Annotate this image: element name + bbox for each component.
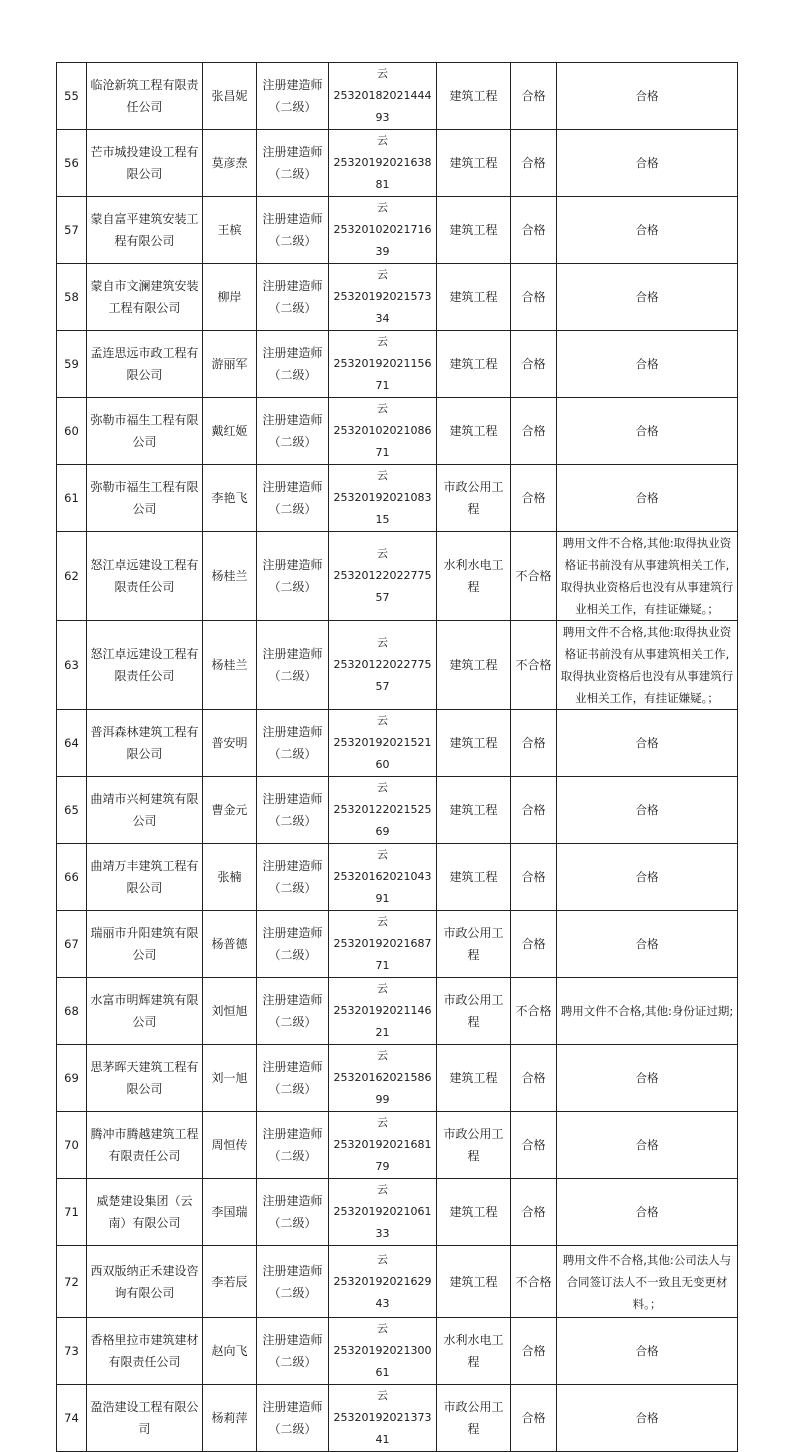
table-row xyxy=(57,331,738,398)
table-row xyxy=(57,398,738,465)
major: 建筑工程 xyxy=(437,130,511,197)
review-note: 聘用文件不合格,其他:取得执业资格证书前没有从事建筑相关工作,取得执业资格后也没有从事建筑行业相关工作，有挂证嫌疑。； xyxy=(557,532,738,621)
company-name: 蒙自富平建筑安装工程有限公司 xyxy=(87,197,203,264)
review-note: 合格 xyxy=(557,844,738,911)
person-name: 曹金元 xyxy=(203,777,257,844)
qualification: 注册建造师（二级） xyxy=(257,1318,329,1385)
major: 水利水电工程 xyxy=(437,1318,511,1385)
certificate-number xyxy=(329,710,437,777)
review-result: 不合格 xyxy=(511,978,557,1045)
table-row xyxy=(57,1246,738,1318)
company-name: 香格里拉市建筑建材有限责任公司 xyxy=(87,1318,203,1385)
certificate-prefix: 云 xyxy=(377,714,388,727)
review-result: 合格 xyxy=(511,710,557,777)
person-name: 普安明 xyxy=(203,710,257,777)
certificate-digits: 2532019202114621 xyxy=(333,1004,432,1039)
qualification: 注册建造师（二级） xyxy=(257,264,329,331)
qualification: 注册建造师（二级） xyxy=(257,532,329,621)
certificate-number xyxy=(329,331,437,398)
certificate-prefix: 云 xyxy=(377,1183,388,1196)
qualification: 注册建造师（二级） xyxy=(257,1045,329,1112)
certificate-number xyxy=(329,621,437,710)
review-result: 合格 xyxy=(511,1385,557,1452)
certificate-prefix: 云 xyxy=(377,335,388,348)
major: 建筑工程 xyxy=(437,331,511,398)
review-result: 合格 xyxy=(511,777,557,844)
person-name: 杨莉萍 xyxy=(203,1385,257,1452)
major: 建筑工程 xyxy=(437,844,511,911)
review-note: 合格 xyxy=(557,63,738,130)
review-result: 合格 xyxy=(511,331,557,398)
company-name: 腾冲市腾越建筑工程有限责任公司 xyxy=(87,1112,203,1179)
major: 市政公用工程 xyxy=(437,1112,511,1179)
review-note: 合格 xyxy=(557,331,738,398)
table-row xyxy=(57,844,738,911)
table-row xyxy=(57,1179,738,1246)
table-row xyxy=(57,777,738,844)
major: 建筑工程 xyxy=(437,264,511,331)
certificate-number xyxy=(329,1318,437,1385)
review-result: 合格 xyxy=(511,465,557,532)
company-name: 弥勒市福生工程有限公司 xyxy=(87,465,203,532)
certificate-digits: 2532012202277557 xyxy=(333,658,432,693)
review-note: 聘用文件不合格,其他:公司法人与合同签订法人不一致且无变更材料。； xyxy=(557,1246,738,1318)
table-row xyxy=(57,197,738,264)
row-number: 61 xyxy=(57,465,87,532)
review-note: 聘用文件不合格,其他:身份证过期; xyxy=(557,978,738,1045)
table-row xyxy=(57,1045,738,1112)
certificate-number xyxy=(329,777,437,844)
review-result: 合格 xyxy=(511,1112,557,1179)
row-number: 63 xyxy=(57,621,87,710)
qualification: 注册建造师（二级） xyxy=(257,621,329,710)
certificate-prefix: 云 xyxy=(377,469,388,482)
certificate-number xyxy=(329,978,437,1045)
review-result: 合格 xyxy=(511,398,557,465)
review-result: 合格 xyxy=(511,264,557,331)
certificate-prefix: 云 xyxy=(377,1116,388,1129)
certificate-number xyxy=(329,1246,437,1318)
review-result: 不合格 xyxy=(511,621,557,710)
qualification: 注册建造师（二级） xyxy=(257,978,329,1045)
certificate-number xyxy=(329,398,437,465)
table-row xyxy=(57,710,738,777)
company-name: 曲靖市兴柯建筑有限公司 xyxy=(87,777,203,844)
person-name: 戴红姬 xyxy=(203,398,257,465)
certificate-prefix: 云 xyxy=(377,1389,388,1402)
certificate-number xyxy=(329,264,437,331)
certificate-number xyxy=(329,197,437,264)
review-result: 合格 xyxy=(511,911,557,978)
review-note: 合格 xyxy=(557,1179,738,1246)
company-name: 西双版纳正禾建设咨询有限公司 xyxy=(87,1246,203,1318)
review-note: 合格 xyxy=(557,398,738,465)
table-row xyxy=(57,465,738,532)
company-name: 瑞丽市升阳建筑有限公司 xyxy=(87,911,203,978)
row-number: 57 xyxy=(57,197,87,264)
company-name: 怒江卓远建设工程有限责任公司 xyxy=(87,532,203,621)
table-body xyxy=(57,63,738,1452)
company-name: 普洱森林建筑工程有限公司 xyxy=(87,710,203,777)
certificate-digits: 2532010202108671 xyxy=(333,424,432,459)
certificate-number xyxy=(329,465,437,532)
company-name: 水富市明辉建筑有限公司 xyxy=(87,978,203,1045)
table-row xyxy=(57,978,738,1045)
certificate-digits: 2532018202144493 xyxy=(333,89,432,124)
certificate-prefix: 云 xyxy=(377,982,388,995)
review-note: 合格 xyxy=(557,911,738,978)
major: 建筑工程 xyxy=(437,398,511,465)
review-note: 合格 xyxy=(557,197,738,264)
company-name: 芒市城投建设工程有限公司 xyxy=(87,130,203,197)
certificate-digits: 2532019202130061 xyxy=(333,1344,432,1379)
company-name: 蒙自市文澜建筑安装工程有限公司 xyxy=(87,264,203,331)
certificate-number xyxy=(329,130,437,197)
certificate-prefix: 云 xyxy=(377,268,388,281)
row-number: 71 xyxy=(57,1179,87,1246)
person-name: 李国瑞 xyxy=(203,1179,257,1246)
qualification: 注册建造师（二级） xyxy=(257,130,329,197)
company-name: 怒江卓远建设工程有限责任公司 xyxy=(87,621,203,710)
review-note: 合格 xyxy=(557,1385,738,1452)
row-number: 72 xyxy=(57,1246,87,1318)
row-number: 58 xyxy=(57,264,87,331)
certificate-digits: 2532016202104391 xyxy=(333,870,432,905)
row-number: 67 xyxy=(57,911,87,978)
major: 建筑工程 xyxy=(437,777,511,844)
review-note: 合格 xyxy=(557,1045,738,1112)
certificate-prefix: 云 xyxy=(377,781,388,794)
certificate-digits: 2532019202162943 xyxy=(333,1274,432,1310)
company-name: 威楚建设集团（云南）有限公司 xyxy=(87,1179,203,1246)
review-result: 合格 xyxy=(511,130,557,197)
certificate-prefix: 云 xyxy=(377,915,388,928)
qualification: 注册建造师（二级） xyxy=(257,331,329,398)
row-number: 68 xyxy=(57,978,87,1045)
table-row xyxy=(57,264,738,331)
company-name: 弥勒市福生工程有限公司 xyxy=(87,398,203,465)
person-name: 李艳飞 xyxy=(203,465,257,532)
certificate-digits: 2532019202157334 xyxy=(333,290,432,325)
row-number: 73 xyxy=(57,1318,87,1385)
company-name: 临沧新筑工程有限责任公司 xyxy=(87,63,203,130)
review-note: 合格 xyxy=(557,130,738,197)
person-name: 杨桂兰 xyxy=(203,621,257,710)
review-note: 聘用文件不合格,其他:取得执业资格证书前没有从事建筑相关工作,取得执业资格后也没有从事建筑行业相关工作，有挂证嫌疑。； xyxy=(557,621,738,710)
certificate-prefix: 云 xyxy=(377,134,388,147)
company-name: 曲靖万丰建筑工程有限公司 xyxy=(87,844,203,911)
qualification-review-table xyxy=(56,62,738,1452)
certificate-prefix: 云 xyxy=(377,402,388,415)
review-note: 合格 xyxy=(557,465,738,532)
major: 市政公用工程 xyxy=(437,978,511,1045)
row-number: 56 xyxy=(57,130,87,197)
certificate-prefix: 云 xyxy=(377,67,388,80)
certificate-number xyxy=(329,1179,437,1246)
review-note: 合格 xyxy=(557,1318,738,1385)
certificate-digits: 2532019202168771 xyxy=(333,937,432,972)
certificate-digits: 2532019202163881 xyxy=(333,156,432,191)
row-number: 60 xyxy=(57,398,87,465)
review-result: 合格 xyxy=(511,197,557,264)
person-name: 刘恒旭 xyxy=(203,978,257,1045)
person-name: 赵向飞 xyxy=(203,1318,257,1385)
qualification: 注册建造师（二级） xyxy=(257,911,329,978)
certificate-number xyxy=(329,844,437,911)
review-note: 合格 xyxy=(557,1112,738,1179)
company-name: 孟连思远市政工程有限公司 xyxy=(87,331,203,398)
major: 市政公用工程 xyxy=(437,911,511,978)
row-number: 59 xyxy=(57,331,87,398)
review-result: 合格 xyxy=(511,1318,557,1385)
person-name: 李若辰 xyxy=(203,1246,257,1318)
qualification: 注册建造师（二级） xyxy=(257,844,329,911)
major: 建筑工程 xyxy=(437,197,511,264)
table-row xyxy=(57,130,738,197)
review-result: 合格 xyxy=(511,844,557,911)
certificate-number xyxy=(329,532,437,621)
major: 建筑工程 xyxy=(437,1045,511,1112)
person-name: 周恒传 xyxy=(203,1112,257,1179)
person-name: 莫彦焘 xyxy=(203,130,257,197)
person-name: 柳岸 xyxy=(203,264,257,331)
certificate-prefix: 云 xyxy=(377,1252,388,1266)
qualification: 注册建造师（二级） xyxy=(257,1246,329,1318)
certificate-prefix: 云 xyxy=(377,201,388,214)
company-name: 盈浩建设工程有限公司 xyxy=(87,1385,203,1452)
certificate-digits: 2532010202171639 xyxy=(333,223,432,258)
person-name: 杨桂兰 xyxy=(203,532,257,621)
qualification: 注册建造师（二级） xyxy=(257,197,329,264)
major: 建筑工程 xyxy=(437,621,511,710)
major: 市政公用工程 xyxy=(437,1385,511,1452)
major: 建筑工程 xyxy=(437,1179,511,1246)
certificate-number xyxy=(329,911,437,978)
qualification: 注册建造师（二级） xyxy=(257,465,329,532)
certificate-digits: 2532019202152160 xyxy=(333,736,432,771)
certificate-digits: 2532019202106133 xyxy=(333,1205,432,1240)
table-row xyxy=(57,1385,738,1452)
person-name: 杨普德 xyxy=(203,911,257,978)
review-result: 不合格 xyxy=(511,532,557,621)
review-result: 合格 xyxy=(511,63,557,130)
certificate-digits: 2532019202168179 xyxy=(333,1138,432,1173)
row-number: 66 xyxy=(57,844,87,911)
major: 建筑工程 xyxy=(437,63,511,130)
table-row xyxy=(57,621,738,710)
certificate-prefix: 云 xyxy=(377,547,388,560)
qualification: 注册建造师（二级） xyxy=(257,398,329,465)
person-name: 刘一旭 xyxy=(203,1045,257,1112)
qualification: 注册建造师（二级） xyxy=(257,777,329,844)
table-row xyxy=(57,63,738,130)
row-number: 64 xyxy=(57,710,87,777)
review-result: 合格 xyxy=(511,1179,557,1246)
qualification: 注册建造师（二级） xyxy=(257,710,329,777)
certificate-digits: 2532012202152569 xyxy=(333,803,432,838)
person-name: 游丽军 xyxy=(203,331,257,398)
certificate-prefix: 云 xyxy=(377,636,388,649)
review-result: 不合格 xyxy=(511,1246,557,1318)
certificate-number xyxy=(329,1045,437,1112)
row-number: 70 xyxy=(57,1112,87,1179)
person-name: 张楠 xyxy=(203,844,257,911)
certificate-digits: 2532019202115671 xyxy=(333,357,432,392)
certificate-digits: 2532019202108315 xyxy=(333,491,432,526)
table-row xyxy=(57,1318,738,1385)
certificate-digits: 2532016202158699 xyxy=(333,1071,432,1106)
table-row xyxy=(57,532,738,621)
certificate-digits: 2532019202137341 xyxy=(333,1411,432,1446)
person-name: 张昌妮 xyxy=(203,63,257,130)
row-number: 65 xyxy=(57,777,87,844)
certificate-number xyxy=(329,1385,437,1452)
certificate-number xyxy=(329,63,437,130)
company-name: 思茅晖天建筑工程有限公司 xyxy=(87,1045,203,1112)
qualification: 注册建造师（二级） xyxy=(257,63,329,130)
certificate-digits: 2532012202277557 xyxy=(333,569,432,604)
person-name: 王槟 xyxy=(203,197,257,264)
qualification: 注册建造师（二级） xyxy=(257,1385,329,1452)
major: 市政公用工程 xyxy=(437,465,511,532)
review-note: 合格 xyxy=(557,777,738,844)
major: 水利水电工程 xyxy=(437,532,511,621)
row-number: 69 xyxy=(57,1045,87,1112)
row-number: 62 xyxy=(57,532,87,621)
qualification: 注册建造师（二级） xyxy=(257,1112,329,1179)
review-note: 合格 xyxy=(557,710,738,777)
row-number: 55 xyxy=(57,63,87,130)
row-number: 74 xyxy=(57,1385,87,1452)
certificate-prefix: 云 xyxy=(377,1322,388,1335)
major: 建筑工程 xyxy=(437,1246,511,1318)
major: 建筑工程 xyxy=(437,710,511,777)
table-row xyxy=(57,911,738,978)
certificate-prefix: 云 xyxy=(377,848,388,861)
review-note: 合格 xyxy=(557,264,738,331)
certificate-prefix: 云 xyxy=(377,1049,388,1062)
review-result: 合格 xyxy=(511,1045,557,1112)
qualification: 注册建造师（二级） xyxy=(257,1179,329,1246)
